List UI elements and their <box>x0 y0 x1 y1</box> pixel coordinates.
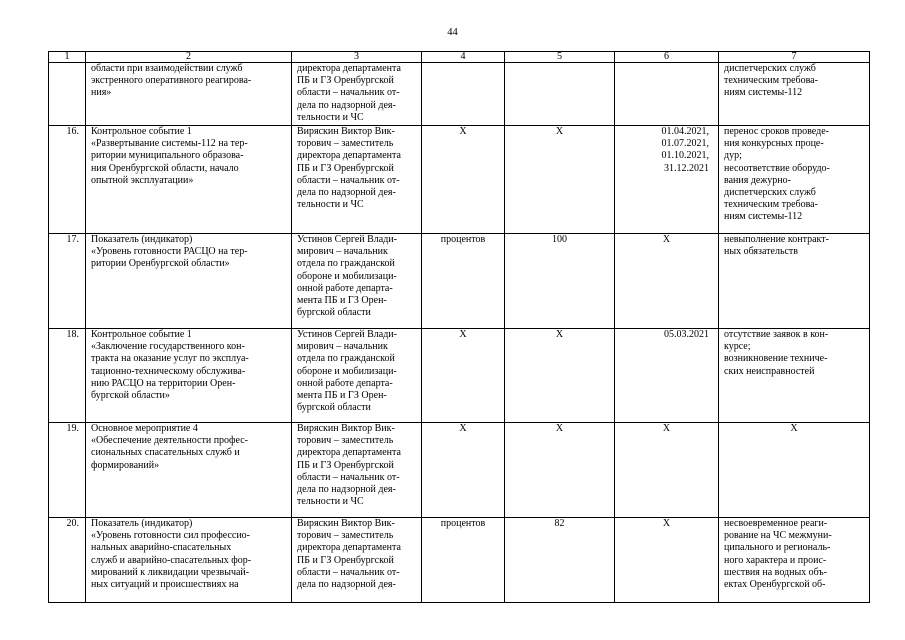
row-date: X <box>615 423 719 518</box>
column-number-6: 6 <box>615 52 719 63</box>
row-number: 16. <box>49 126 86 234</box>
row-risk: несвоевременное реаги- рование на ЧС межмуни- ципального и региональ- ного характера и проис- шествия на водных объ- ектах Оренбургской об- <box>724 518 832 591</box>
row-name: Основное мероприятие 4 «Обеспечение деятельности профес- сиональных спасательных служб и формирований» <box>86 423 292 518</box>
row-number: 20. <box>49 518 86 603</box>
column-number-3: 3 <box>292 52 422 63</box>
row-unit: X <box>422 329 505 423</box>
row-date: X <box>615 234 719 329</box>
column-number-4: 4 <box>422 52 505 63</box>
row-name: Показатель (индикатор) «Уровень готовности сил профессио- нальных аварийно-спасательных служб и аварийно-спасательных фор- мирований к ликвидации чрезвычай- ных ситуаций и происшествиях на <box>91 518 252 591</box>
row-number: 18. <box>49 329 86 423</box>
program-table <box>48 51 870 603</box>
row-name: Контрольное событие 1 «Заключение государственного кон- тракта на оказание услуг по эксплуа- тационно-техническому обслужива- нию РАСЦО на территории Орен- бургской области» <box>86 329 292 423</box>
row-date: 01.04.2021, 01.07.2021, 01.10.2021, 31.12.2021 <box>615 126 719 234</box>
row-risk: диспетчерских служб техническим требова- ниям системы-112 <box>719 63 870 126</box>
row-unit: X <box>422 126 505 234</box>
row-risk-cell <box>719 518 870 603</box>
row-unit: процентов <box>422 518 505 603</box>
row-name: Контрольное событие 1 «Развертывание системы-112 на тер- ритории муниципального образова- ния Оренбургской области, начало опытной эксплуатации» <box>86 126 292 234</box>
column-number-7: 7 <box>719 52 870 63</box>
row-value: 82 <box>505 518 615 603</box>
row-responsible: Устинов Сергей Влади- мирович – начальник отдела по гражданской обороне и мобилизаци- онной работе департа- мента ПБ и ГЗ Орен- бургской области <box>292 329 422 423</box>
row-name-cell <box>86 518 292 603</box>
row-unit: процентов <box>422 234 505 329</box>
table-row <box>49 518 870 603</box>
row-number: 17. <box>49 234 86 329</box>
row-risk: перенос сроков проведе- ния конкурсных проце- дур; несоответствие оборудо- вания дежурно- диспетчерских служб техническим требова- ниям системы-112 <box>719 126 870 234</box>
row-value <box>505 63 615 126</box>
row-unit <box>422 63 505 126</box>
table-row <box>49 234 870 329</box>
row-value: X <box>505 423 615 518</box>
row-value: X <box>505 126 615 234</box>
table-row <box>49 126 870 234</box>
table-header-row <box>49 52 870 63</box>
column-number-1: 1 <box>49 52 86 63</box>
row-name: области при взаимодействии служб экстренного оперативного реагирова- ния» <box>86 63 292 126</box>
row-name: Показатель (индикатор) «Уровень готовности РАСЦО на тер- ритории Оренбургской области» <box>86 234 292 329</box>
row-risk: X <box>719 423 870 518</box>
row-date: 05.03.2021 <box>615 329 719 423</box>
row-date <box>615 63 719 126</box>
column-number-2: 2 <box>86 52 292 63</box>
row-risk: отсутствие заявок в кон- курсе; возникновение техниче- ских неисправностей <box>719 329 870 423</box>
row-responsible: Устинов Сергей Влади- мирович – начальник отдела по гражданской обороне и мобилизаци- онной работе департа- мента ПБ и ГЗ Орен- бургской области <box>292 234 422 329</box>
row-number: 19. <box>49 423 86 518</box>
row-value: X <box>505 329 615 423</box>
table-row <box>49 63 870 126</box>
row-unit: X <box>422 423 505 518</box>
column-number-5: 5 <box>505 52 615 63</box>
page-number: 44 <box>447 27 458 38</box>
row-responsible-cell <box>292 518 422 603</box>
row-responsible: Виряскин Виктор Вик- торович – заместитель директора департамента ПБ и ГЗ Оренбургской области – начальник от- дела по надзорной дея- тельности и ЧС <box>292 126 422 234</box>
row-responsible: Виряскин Виктор Вик- торович – заместитель директора департамента ПБ и ГЗ Оренбургской области – начальник от- дела по надзорной дея- тельности и ЧС <box>292 423 422 518</box>
table-row <box>49 329 870 423</box>
row-risk: невыполнение контракт- ных обязательств <box>719 234 870 329</box>
row-value: 100 <box>505 234 615 329</box>
row-responsible: директора департамента ПБ и ГЗ Оренбургской области – начальник от- дела по надзорной дея- тельности и ЧС <box>292 63 422 126</box>
row-date: X <box>615 518 719 603</box>
row-responsible: Виряскин Виктор Вик- торович – заместитель директора департамента ПБ и ГЗ Оренбургской области – начальник от- дела по надзорной дея- <box>297 518 401 591</box>
table-row <box>49 423 870 518</box>
row-number <box>49 63 86 126</box>
